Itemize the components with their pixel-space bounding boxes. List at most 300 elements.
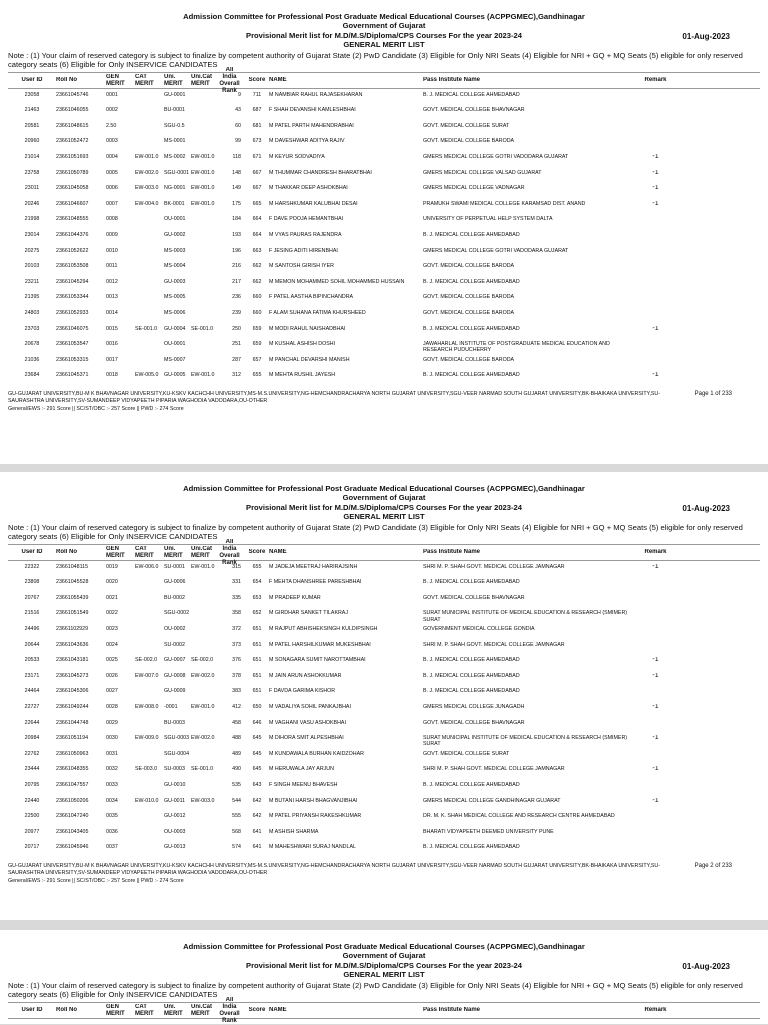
cell-institute: SHRI M. P. SHAH GOVT. MEDICAL COLLEGE JAMNAGAR <box>423 641 565 648</box>
cell-remark: -1 <box>652 200 659 207</box>
cell-roll-no: 23661052472 <box>56 138 89 145</box>
cell-cat-merit: EW-009.0 <box>135 735 159 742</box>
cell-all-india-rank: 184 <box>232 216 241 223</box>
cell-institute: GOVT. MEDICAL COLLEGE BARODA <box>423 310 515 316</box>
cell-all-india-rank: 372 <box>232 626 241 633</box>
cell-remark: -1 <box>652 672 659 679</box>
cell-gen-merit: 0004 <box>106 154 118 161</box>
table-row <box>8 120 760 136</box>
table-row <box>8 780 760 796</box>
cell-cat-merit: SE-001.0 <box>135 325 158 332</box>
note-text: Note : (1) Your claim of reserved category is subject to finalize by competent authority of Gujarat State (2) PwD Candidate (3) Eligible for Only NRI Seats (4) Eligible for NRI + GQ + MQ Seats (5) eligible for only reserved category seats (6) Eligible for Only INSERVICE CANDIDATES <box>8 981 743 1000</box>
cell-uni-merit: GU-0003 <box>164 278 186 285</box>
cell-roll-no: 23661045528 <box>56 579 89 586</box>
cutoff-scores: General/EWS :- 291 Score || SC/ST/OBC :- 257 Score || PWD :- 274 Score <box>8 878 184 885</box>
cell-all-india-rank: 555 <box>232 813 241 820</box>
cell-name: M JAIN ARUN ASHOKKUMAR <box>269 672 342 679</box>
cell-roll-no: 23661045371 <box>56 372 89 379</box>
cell-all-india-rank: 568 <box>232 828 241 835</box>
cell-score: 711 <box>252 91 262 98</box>
cell-institute: B. J. MEDICAL COLLEGE AHMEDABAD <box>423 672 520 679</box>
table-row <box>8 214 760 230</box>
table-row <box>8 670 760 686</box>
cell-gen-merit: 0008 <box>106 216 118 223</box>
cell-score: 652 <box>252 610 262 617</box>
cell-roll-no: 23661045946 <box>56 844 89 851</box>
cell-uni-merit: GU-0006 <box>164 579 186 586</box>
cell-user-id: 20275 <box>24 247 40 254</box>
cell-remark: -1 <box>652 372 659 379</box>
cell-name: M RAJPUT ABHISHEKSINGH KULDIPSINGH <box>269 626 378 633</box>
cell-uni-merit: OU-0002 <box>164 626 186 633</box>
cell-user-id: 20246 <box>24 200 40 207</box>
cell-all-india-rank: 216 <box>232 263 241 270</box>
col-remark: Remark <box>644 77 667 84</box>
cell-name: M PATEL PARTH MAHENDRABHAI <box>269 122 354 129</box>
cell-name: F SINGH MEENU BHAVESH <box>269 782 338 788</box>
table-row <box>8 826 760 842</box>
col-all-india-rank: All India Overall Rank <box>219 66 240 94</box>
cell-user-id: 22727 <box>24 704 40 711</box>
cell-uni-merit: SGU-0004 <box>164 750 190 757</box>
cell-roll-no: 23661047557 <box>56 782 89 788</box>
cell-all-india-rank: 331 <box>232 579 241 586</box>
cell-uni-merit: BK-0001 <box>164 200 185 207</box>
cell-user-id: 20103 <box>24 263 40 270</box>
cell-institute: GOVT. MEDICAL COLLEGE BARODA <box>423 263 515 270</box>
cell-user-id: 21395 <box>24 294 40 301</box>
university-legend: GU-GUJARAT UNIVERSITY,BU-M K BHAVNAGAR UNIVERSITY,KU-KSKV KACHCHH UNIVERSITY,MS-M.S.UNIVERSITY,NG-HEMCHANDRACHARYA NORTH GUJARAT UNIVERSITY,SGU-VEER NARMAD SOUTH GUJARAT UNIVERSITY,BK-BHAIKAKA UNIVERSITY,SU-SAURASHTRA UNIVERSITY,SV-SUMANDEEP VIDYAPEETH PIPARIA WAGHODIA VADODARA,OU-OTHER <box>8 391 661 404</box>
col-score: Score <box>248 77 266 84</box>
cell-unicat-merit: EW-001.0 <box>191 154 215 161</box>
cell-all-india-rank: 535 <box>232 782 241 788</box>
cell-institute: B. J. MEDICAL COLLEGE AHMEDABAD <box>423 657 520 664</box>
cell-user-id: 24803 <box>24 310 40 316</box>
col-gen-merit: GEN MERIT <box>106 545 125 559</box>
cell-name: F PATEL AASTHA BIPINCHANDRA <box>269 294 354 301</box>
cell-uni-merit: OU-0003 <box>164 828 186 835</box>
cell-uni-merit: GU-0013 <box>164 844 186 851</box>
cell-gen-merit: 0009 <box>106 232 118 239</box>
cell-institute: GMERS MEDICAL COLLEGE JUNAGADH <box>423 704 525 711</box>
cell-gen-merit: 0015 <box>106 325 118 332</box>
cell-name: M KUNDAWALA BURHAN KAIDZOHAR <box>269 750 364 757</box>
cell-all-india-rank: 148 <box>232 169 241 176</box>
cell-gen-merit: 0024 <box>106 641 118 648</box>
cell-name: M DAVESHWAR ADITYA RAJIV <box>269 138 345 145</box>
table-row <box>8 811 760 827</box>
cell-all-india-rank: 315 <box>232 563 241 570</box>
cell-remark: -1 <box>652 325 659 332</box>
header-line-2: Government of Gujarat <box>342 951 426 961</box>
table-row <box>8 842 760 858</box>
cell-user-id: 21463 <box>24 107 40 114</box>
cell-uni-merit: BU-0003 <box>164 719 185 726</box>
cell-score: 642 <box>252 797 262 804</box>
table-row <box>8 354 760 370</box>
col-cat-merit: CAT MERIT <box>135 73 154 87</box>
cell-institute: B. J. MEDICAL COLLEGE AHMEDABAD <box>423 232 520 239</box>
header-line-4: GENERAL MERIT LIST <box>343 511 425 521</box>
col-remark: Remark <box>644 1007 667 1014</box>
cell-cat-merit: EW-003.0 <box>135 185 159 192</box>
header-line-4: GENERAL MERIT LIST <box>343 969 425 979</box>
cell-uni-merit: NG-0001 <box>164 185 186 192</box>
cell-score: 645 <box>252 735 262 742</box>
cell-remark: -1 <box>652 657 659 664</box>
cell-name: M VAGHANI VASU ASHOKBHAI <box>269 719 346 726</box>
header-line-2: Government of Gujarat <box>342 493 426 503</box>
merit-list-page-1 <box>0 0 768 464</box>
col-gen-merit: GEN MERIT <box>106 1003 125 1017</box>
cell-all-india-rank: 118 <box>232 154 241 161</box>
cell-name: F DAVDA GARIMA KISHOR <box>269 688 336 695</box>
page-header <box>8 472 760 521</box>
cell-user-id: 21036 <box>24 356 40 363</box>
cell-uni-merit: GU-0012 <box>164 813 186 820</box>
cell-gen-merit: 0037 <box>106 844 118 851</box>
cell-score: 655 <box>252 372 262 379</box>
cell-score: 660 <box>252 294 262 301</box>
cell-roll-no: 23661050206 <box>56 797 89 804</box>
col-roll-no: Roll No <box>56 1007 77 1014</box>
col-uni-merit: Uni. MERIT <box>164 545 183 559</box>
table-row <box>8 136 760 152</box>
cell-gen-merit: 0011 <box>106 263 118 270</box>
col-all-india-rank: All India Overall Rank <box>219 996 240 1024</box>
cell-uni-merit: GU-0005 <box>164 372 186 379</box>
cell-name: M DIHORA SMIT ALPESHBHAI <box>269 735 344 742</box>
cell-cat-merit: EW-005.0 <box>135 372 159 379</box>
table-row <box>8 261 760 277</box>
cell-score: 650 <box>252 704 262 711</box>
cell-roll-no: 23661050789 <box>56 169 89 176</box>
cell-all-india-rank: 312 <box>232 372 241 379</box>
cell-score: 654 <box>252 579 262 586</box>
table-row <box>8 748 760 764</box>
col-name: NAME <box>269 77 287 84</box>
cell-unicat-merit: EW-001.0 <box>191 372 215 379</box>
cell-uni-merit: OU-0001 <box>164 216 186 223</box>
cell-all-india-rank: 489 <box>232 750 241 757</box>
cell-uni-merit: MS-0002 <box>164 154 186 161</box>
header-line-4: GENERAL MERIT LIST <box>343 39 425 49</box>
cell-all-india-rank: 175 <box>232 200 241 207</box>
table-row <box>8 733 760 749</box>
cell-score: 667 <box>252 169 262 176</box>
cell-user-id: 23211 <box>24 278 40 285</box>
cell-institute: B. J. MEDICAL COLLEGE AHMEDABAD <box>423 782 520 788</box>
cell-gen-merit: 0001 <box>106 91 118 98</box>
cell-gen-merit: 0023 <box>106 626 118 633</box>
note-text: Note : (1) Your claim of reserved category is subject to finalize by competent authority of Gujarat State (2) PwD Candidate (3) Eligible for Only NRI Seats (4) Eligible for NRI + GQ + MQ Seats (5) eligible for only reserved category seats (6) Eligible for Only INSERVICE CANDIDATES <box>8 523 743 542</box>
header-line-3: Provisional Merit list for M.D/M.S/Diploma/CPS Courses For the year 2023-24 <box>246 30 522 40</box>
cell-uni-merit: GU-0002 <box>164 232 186 239</box>
cell-user-id: 22440 <box>24 797 40 804</box>
col-all-india-rank: All India Overall Rank <box>219 538 240 566</box>
cell-user-id: 24464 <box>24 688 40 695</box>
col-uni-merit: Uni. MERIT <box>164 1003 183 1017</box>
cell-uni-merit: SU-0003 <box>164 766 185 773</box>
cell-all-india-rank: 99 <box>235 138 241 145</box>
cell-roll-no: 23661046075 <box>56 325 89 332</box>
col-institute: Pass Institute Name <box>423 1007 481 1014</box>
header-line-3: Provisional Merit list for M.D/M.S/Diploma/CPS Courses For the year 2023-24 <box>246 502 522 512</box>
cell-institute: GMERS MEDICAL COLLEGE GOTRI VADODARA GUJARAT <box>423 247 569 254</box>
col-score: Score <box>248 549 266 556</box>
cell-name: M ASHISH SHARMA <box>269 828 319 835</box>
cell-user-id: 20767 <box>24 594 40 601</box>
cell-institute: B. J. MEDICAL COLLEGE AHMEDABAD <box>423 91 520 98</box>
cell-user-id: 20795 <box>24 782 40 788</box>
cell-score: 655 <box>252 563 262 570</box>
cell-roll-no: 23661048615 <box>56 122 89 129</box>
cell-gen-merit: 0010 <box>106 247 118 254</box>
table-body <box>8 89 760 385</box>
cell-name: F DAVE POOJA HEMANTBHAI <box>269 216 344 223</box>
page-number: Page 2 of 233 <box>694 863 732 870</box>
cell-gen-merit: 0021 <box>106 594 118 601</box>
cell-all-india-rank: 193 <box>232 232 241 239</box>
cell-gen-merit: 0025 <box>106 657 118 664</box>
cell-roll-no: 23661045058 <box>56 185 89 192</box>
cell-institute: SHRI M. P. SHAH GOVT. MEDICAL COLLEGE JAMNAGAR <box>423 563 565 570</box>
cell-all-india-rank: 287 <box>232 356 241 363</box>
cell-all-india-rank: 378 <box>232 672 241 679</box>
cell-score: 659 <box>252 325 262 332</box>
cell-all-india-rank: 239 <box>232 310 241 316</box>
cell-unicat-merit: EW-001.0 <box>191 200 215 207</box>
cell-uni-merit: MS-0007 <box>164 356 186 363</box>
cell-institute: BHARATI VIDYAPEETH DEEMED UNIVERSITY PUNE <box>423 828 554 835</box>
col-institute: Pass Institute Name <box>423 549 481 556</box>
col-remark: Remark <box>644 549 667 556</box>
cell-unicat-merit: EW-001.0 <box>191 169 215 176</box>
cell-gen-merit: 0026 <box>106 672 118 679</box>
cell-all-india-rank: 544 <box>232 797 241 804</box>
table-row <box>8 292 760 308</box>
cell-gen-merit: 0016 <box>106 341 118 348</box>
table-header <box>8 66 760 94</box>
cell-roll-no: 23661048555 <box>56 216 89 223</box>
cell-all-india-rank: 383 <box>232 688 241 695</box>
table-row <box>8 230 760 246</box>
cell-name: F JESING ADITI HIRENBHAI <box>269 247 338 254</box>
cell-uni-merit: SGU-0.5 <box>164 122 185 129</box>
cell-user-id: 20533 <box>24 657 40 664</box>
cell-roll-no: 23661052933 <box>56 310 89 316</box>
table-row <box>8 323 760 339</box>
cell-roll-no: 23661050963 <box>56 750 89 757</box>
cell-uni-merit: GU-0007 <box>164 657 186 664</box>
cell-institute: GOVT. MEDICAL COLLEGE BHAVNAGAR <box>423 719 525 726</box>
cell-name: M PRADEEP KUMAR <box>269 594 321 601</box>
cell-uni-merit: GU-0004 <box>164 325 186 332</box>
cell-roll-no: 23661102929 <box>56 626 89 633</box>
cell-user-id: 23014 <box>24 232 40 239</box>
col-unicat-merit: Uni.Cat MERIT <box>191 1003 212 1017</box>
cell-remark: -1 <box>652 766 659 773</box>
cell-uni-merit: GU-0010 <box>164 782 186 788</box>
cell-user-id: 23011 <box>24 185 40 192</box>
cell-roll-no: 23661043181 <box>56 657 89 664</box>
cell-roll-no: 23661053547 <box>56 341 89 348</box>
cell-gen-merit: 0005 <box>106 169 118 176</box>
table-row <box>8 795 760 811</box>
cell-user-id: 20581 <box>24 122 40 129</box>
cell-all-india-rank: 376 <box>232 657 241 664</box>
table-row <box>8 276 760 292</box>
cell-gen-merit: 0020 <box>106 579 118 586</box>
table-header <box>8 538 760 566</box>
cell-gen-merit: 0002 <box>106 107 118 114</box>
cell-user-id: 23808 <box>24 579 40 586</box>
cell-gen-merit: 0036 <box>106 828 118 835</box>
cell-institute: B. J. MEDICAL COLLEGE AHMEDABAD <box>423 278 520 285</box>
cell-name: M THUMMAR CHANDRESH BHARATBHAI <box>269 169 372 176</box>
cell-cat-merit: SE-002.0 <box>135 657 158 664</box>
cell-roll-no: 23661053315 <box>56 356 89 363</box>
table-row <box>8 608 760 624</box>
cell-name: F SHAH DEVANSHI KAMLESHBHAI <box>269 107 356 114</box>
table-row <box>8 152 760 168</box>
cell-score: 673 <box>252 138 262 145</box>
cell-unicat-merit: EW-001.0 <box>191 185 215 192</box>
cell-user-id: 22322 <box>24 563 40 570</box>
cell-unicat-merit: EW-002.0 <box>191 672 215 679</box>
cell-institute: SURAT MUNICIPAL INSTITUTE OF MEDICAL EDUCATION & RESEARCH (SMIMER) SURAT <box>423 735 628 748</box>
cutoff-scores: General/EWS :- 291 Score || SC/ST/OBC :- 257 Score || PWD :- 274 Score <box>8 406 184 413</box>
cell-uni-merit: GU-0001 <box>164 91 186 98</box>
cell-institute: GOVT. MEDICAL COLLEGE SURAT <box>423 122 510 129</box>
cell-roll-no: 23661051693 <box>56 154 89 161</box>
cell-gen-merit: 0006 <box>106 185 118 192</box>
cell-uni-merit: MS-0006 <box>164 310 186 316</box>
table-row <box>8 764 760 780</box>
table-row <box>8 89 760 105</box>
cell-cat-merit: EW-007.0 <box>135 672 159 679</box>
cell-gen-merit: 0022 <box>106 610 118 617</box>
cell-institute: B. J. MEDICAL COLLEGE AHMEDABAD <box>423 579 520 586</box>
cell-unicat-merit: EW-002.0 <box>191 735 215 742</box>
cell-all-india-rank: 488 <box>232 735 241 742</box>
cell-user-id: 21998 <box>24 216 40 223</box>
cell-unicat-merit: SE-001.0 <box>191 325 214 332</box>
cell-institute: DR. M. K. SHAH MEDICAL COLLEGE AND RESEARCH CENTRE AHMEDABAD <box>423 813 615 820</box>
cell-gen-merit: 0030 <box>106 735 118 742</box>
cell-remark: -1 <box>652 169 659 176</box>
cell-uni-merit: MS-0003 <box>164 247 186 254</box>
cell-uni-merit: GU-0009 <box>164 688 186 695</box>
cell-name: M MODI RAHUL NAISHADBHAI <box>269 325 346 332</box>
cell-gen-merit: 0033 <box>106 782 118 788</box>
cell-uni-merit: BU-0002 <box>164 594 185 601</box>
cell-institute: B. J. MEDICAL COLLEGE AHMEDABAD <box>423 325 520 332</box>
cell-institute: JAWAHARLAL INSTITUTE OF POSTGRADUATE MEDICAL EDUCATION AND RESEARCH PUDUCHERRY <box>423 341 610 354</box>
cell-score: 671 <box>252 154 262 161</box>
table-row <box>8 686 760 702</box>
cell-roll-no: 23661045746 <box>56 91 89 98</box>
header-date: 01-Aug-2023 <box>682 962 730 971</box>
cell-gen-merit: 0007 <box>106 200 118 207</box>
cell-uni-merit: SU-0001 <box>164 563 185 570</box>
cell-institute: GOVT. MEDICAL COLLEGE BHAVNAGAR <box>423 594 525 601</box>
cell-score: 651 <box>252 688 262 695</box>
cell-uni-merit: MS-0005 <box>164 294 186 301</box>
cell-institute: SHRI M. P. SHAH GOVT. MEDICAL COLLEGE JAMNAGAR <box>423 766 565 773</box>
cell-institute: B. J. MEDICAL COLLEGE AHMEDABAD <box>423 844 520 851</box>
cell-name: M VYAS PAURAS RAJENDRA <box>269 232 342 239</box>
header-line-1: Admission Committee for Professional Post Graduate Medical Educational Courses (ACPPGMEC),Gandhinagar <box>183 942 585 951</box>
table-row <box>8 592 760 608</box>
cell-roll-no: 23661044376 <box>56 232 89 239</box>
cell-cat-merit: EW-002.0 <box>135 169 159 176</box>
cell-cat-merit: SE-003.0 <box>135 766 158 773</box>
cell-unicat-merit: EW-001.0 <box>191 563 215 570</box>
cell-name: M VADALIYA SOHIL PANKAJBHAI <box>269 704 351 711</box>
cell-uni-merit: SGU-0003 <box>164 735 190 742</box>
cell-score: 645 <box>252 750 262 757</box>
cell-roll-no: 23661046055 <box>56 107 89 114</box>
table-row <box>8 167 760 183</box>
cell-score: 641 <box>252 844 262 851</box>
cell-score: 665 <box>252 200 262 207</box>
cell-name: M MEMON MOHAMMED SOHIL MOHAMMED HUSSAIN <box>269 278 405 285</box>
cell-name: M KUSHAL ASHISH DOSHI <box>269 341 336 348</box>
cell-all-india-rank: 149 <box>232 185 241 192</box>
cell-roll-no: 23661045273 <box>56 672 89 679</box>
cell-roll-no: 23661048115 <box>56 563 89 570</box>
cell-institute: GMERS MEDICAL COLLEGE VALSAD GUJARAT <box>423 169 542 176</box>
col-user-id: User ID <box>21 1007 43 1014</box>
cell-user-id: 23758 <box>24 169 40 176</box>
cell-unicat-merit: SE-001.0 <box>191 766 214 773</box>
cell-name: F ALAM SUHANA FATIMA KHURSHEED <box>269 310 366 316</box>
header-date: 01-Aug-2023 <box>682 32 730 41</box>
cell-all-india-rank: 251 <box>232 341 241 348</box>
header-line-1: Admission Committee for Professional Post Graduate Medical Educational Courses (ACPPGMEC),Gandhinagar <box>183 484 585 493</box>
cell-score: 664 <box>252 216 262 223</box>
cell-name: M THAKKAR DEEP ASHOKBHAI <box>269 185 348 192</box>
table-row <box>8 624 760 640</box>
cell-institute: GOVERNMENT MEDICAL COLLEGE GONDIA <box>423 626 535 633</box>
cell-all-india-rank: 358 <box>232 610 241 617</box>
col-user-id: User ID <box>21 77 43 84</box>
cell-gen-merit: 0012 <box>106 278 118 285</box>
cell-remark: -1 <box>652 563 659 570</box>
cell-gen-merit: 0034 <box>106 797 118 804</box>
cell-all-india-rank: 250 <box>232 325 241 332</box>
cell-all-india-rank: 9 <box>238 91 241 98</box>
cell-user-id: 24496 <box>24 626 40 633</box>
table-row <box>8 370 760 386</box>
cell-name: M MEHTA RUSHIL JAYESH <box>269 372 336 379</box>
cell-gen-merit: 0031 <box>106 750 118 757</box>
table-row <box>8 308 760 324</box>
table-body <box>8 561 760 857</box>
cell-uni-merit: OU-0001 <box>164 341 186 348</box>
table-row <box>8 245 760 261</box>
cell-score: 651 <box>252 672 262 679</box>
cell-institute: GOVT. MEDICAL COLLEGE BHAVNAGAR <box>423 107 525 114</box>
cell-uni-merit: MS-0001 <box>164 138 186 145</box>
cell-all-india-rank: 43 <box>235 107 241 114</box>
cell-score: 651 <box>252 626 262 633</box>
merit-list-page-2 <box>0 472 768 920</box>
merit-list-page-3 <box>0 930 768 1024</box>
cell-roll-no: 23661048355 <box>56 766 89 773</box>
cell-uni-merit: -0001 <box>164 704 178 711</box>
